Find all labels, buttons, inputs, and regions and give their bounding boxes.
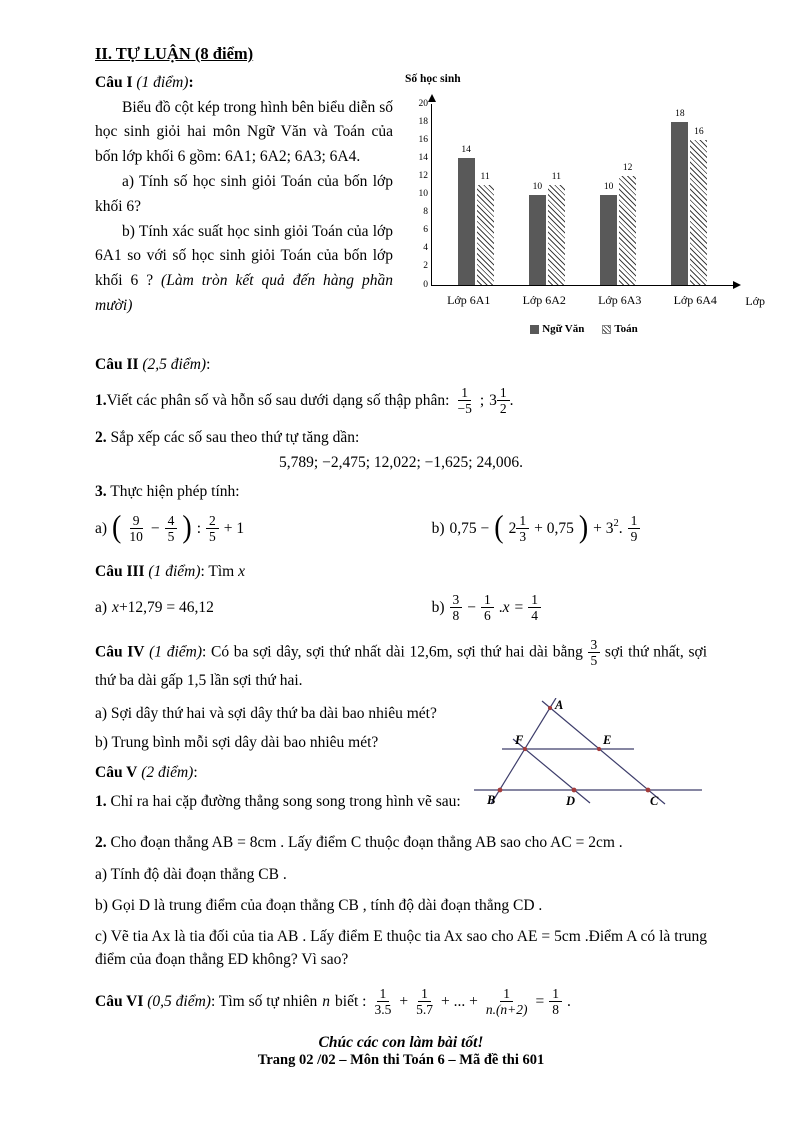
question-1-part-b [95,220,393,319]
fraction [413,986,436,1018]
intro-text-1: : Có ba sợi dây, sợi thứ nhất dài 12,6m, sợi thứ hai dài bằng [202,643,583,661]
equals-sign: = [514,599,524,617]
point-B [498,788,503,793]
point-C [646,788,651,793]
label-D: D [566,794,576,809]
fraction [528,592,541,624]
question-4-section [95,637,707,692]
divide-sign: : [196,519,202,537]
q2-item-3-expressions [95,510,707,545]
question-1-intro: Biểu đồ cột kép trong hình bên biểu diễn số học sinh giỏi hai môn Ngữ Văn và Toán của bốn lớp khối 6 gồm: 6A1; 6A2; 6A3; 6A4. [95,98,393,166]
item-text: Cho đoạn thẳng AB = 8cm . Lấy điểm C thuộc đoạn thẳng AB sao cho AC = 2cm . [110,834,623,852]
mixed-number [509,513,530,545]
power-term [593,517,623,540]
item-text: Chỉ ra hai cặp đường thẳng song song trong hình vẽ sau: [110,792,461,810]
point-E [597,747,601,751]
y-tick-label: 12 [418,170,428,181]
question-5-points: (2 điểm) [141,763,194,781]
fraction-denominator: 6 [484,608,491,624]
part-label: b) [431,519,445,537]
item-text: Sắp xếp các số sau theo thứ tự tăng dần: [110,428,360,446]
dot-sign: . [618,519,623,537]
fraction-denominator: n.(n+2) [485,1002,528,1018]
math-token: + 0,75 [534,519,574,537]
bar-value-label: 11 [551,172,561,183]
fraction-numerator: 1 [481,592,494,609]
bar-group-Lớp 6A2 [529,104,565,285]
fraction-numerator: 1 [528,592,541,609]
geometry-figure [472,698,707,816]
section-title: II. TỰ LUẬN (8 điểm) [95,44,254,63]
fraction-denominator: 3.5 [374,1002,392,1018]
x-axis-arrow-icon [733,281,741,289]
legend-item-Ngữ Văn: Ngữ Văn [530,321,584,338]
bar-value-label: 18 [675,109,685,120]
bar-value-label: 10 [603,181,614,192]
colon: : [188,73,194,91]
mixed-number [489,385,513,417]
q2-item-3b [431,510,707,545]
item-text: Viết các phân số và hỗn số sau dưới dạng số thập phân: [106,392,450,410]
question-3-heading [95,560,707,583]
question-1-text [95,71,393,338]
fraction-numerator: 9 [130,513,143,530]
y-tick-label: 16 [418,134,428,145]
bar-value-label: 14 [461,145,471,156]
bar-Ngữ Văn-Lớp 6A2 [529,181,546,286]
chart-category-row [431,291,765,309]
fraction-denominator: 2 [499,401,507,417]
fraction [549,986,562,1018]
question-3-label: Câu III [95,562,145,580]
colon: : Tìm [200,562,235,580]
fraction [588,637,601,669]
question-1-section [95,71,770,338]
label-E: E [603,733,612,748]
bar-Ngữ Văn-Lớp 6A4 [671,109,688,285]
question-6-section [95,986,707,1018]
fraction-numerator: 1 [418,986,431,1003]
fraction-numerator: 1 [497,385,510,402]
bar-group-Lớp 6A4 [671,104,707,285]
equals-sign: = [535,993,545,1011]
bar-group-Lớp 6A3 [600,104,636,285]
part-label: a) [95,599,108,617]
chart-plot [418,98,733,290]
question-1-points: (1 điểm) [136,73,189,91]
fraction-numerator: 1 [377,986,390,1003]
q5-item-1 [95,790,472,813]
item-number: 2. [95,834,107,852]
question-4-points: (1 điểm) [149,643,203,661]
label-A: A [555,698,564,713]
plus-sign: + [399,993,409,1011]
fraction-denominator: 4 [531,608,539,624]
fraction-denominator: 5 [209,529,216,545]
page-footer: Trang 02 /02 – Môn thi Toán 6 – Mã đề thi 601 [257,1052,545,1069]
fraction-denominator: 9 [630,529,638,545]
close-paren: ) [182,510,192,545]
q2-item-3a [95,510,432,545]
fraction-denominator: −5 [457,401,472,417]
minus-sign: − [150,519,160,537]
y-tick-label: 0 [423,279,428,290]
mixed-whole: 2 [508,519,517,537]
fraction [516,513,529,545]
y-tick-label: 14 [418,152,428,163]
q2-item-1 [95,385,707,417]
point-A [548,706,552,710]
y-tick-label: 18 [418,116,428,127]
category-label: Lớp 6A3 [598,293,642,307]
minus-sign: − [467,599,477,617]
q2-item-2 [95,426,707,449]
chart-legend [401,321,767,338]
ellipsis: + ... + [440,993,478,1011]
bar-Toán-Lớp 6A1 [477,172,494,285]
item-number: 1. [95,792,107,810]
fraction [497,385,510,417]
question-3-points: (1 điểm) [148,562,201,580]
part-b-note: (Làm tròn kết quả đến hàng phần mười) [95,272,394,314]
q2-item-1-text [95,389,449,412]
chart-y-axis-label: Số học sinh [405,72,461,85]
colon: : [193,763,198,781]
fraction-denominator: 5.7 [416,1002,433,1018]
label-F: F [515,733,524,748]
equation [112,596,214,619]
q4-q5-row [95,696,707,823]
fraction-denominator: 8 [452,608,460,624]
exponent: 2 [613,517,619,529]
q3-expressions [95,592,707,624]
question-6-label: Câu VI [95,993,144,1011]
fraction [206,513,219,545]
chart-plot-area [418,90,733,290]
legend-swatch [530,325,539,334]
point-F [523,747,527,751]
chart-x-axis-label: Lớp [745,294,765,308]
bar-Ngữ Văn-Lớp 6A1 [458,145,475,285]
bar-value-label: 11 [480,172,490,183]
period: . [509,392,514,410]
y-tick-label: 4 [423,243,428,254]
fraction [165,513,178,545]
category-label: Lớp 6A4 [673,293,717,307]
question-5-label: Câu V [95,763,138,781]
separator: ; [479,392,485,410]
math-token: + 1 [223,519,245,537]
label-C: C [650,794,659,809]
part-b-text: b) Tính xác suất học sinh giỏi Toán của lớp 6A1 so với số học sinh giỏi Toán của bốn lớp khối 6 ? [95,222,393,290]
math-token: +12,79 = 46,12 [118,599,214,617]
fraction [483,986,531,1018]
question-4-label: Câu IV [95,643,145,661]
y-tick-label: 20 [418,98,428,109]
part-label: b) [431,599,445,617]
q5-item-2-section [95,831,707,971]
dot-sign: . [498,599,503,617]
q4-part-b: b) Trung bình mỗi sợi dây dài bao nhiêu mét? [95,734,379,752]
fraction-denominator: 5 [590,653,598,669]
fraction-denominator: 10 [129,529,143,545]
colon: : [206,355,211,373]
bar-value-label: 12 [622,163,633,174]
bar-group-Lớp 6A1 [458,104,494,285]
label-B: B [487,793,496,808]
q3-part-b [432,592,707,624]
item-number: 3. [95,483,107,501]
fraction-numerator: 1 [549,986,562,1003]
category-label: Lớp 6A2 [522,293,566,307]
bar-Toán-Lớp 6A3 [619,163,636,285]
item-number: 2. [95,428,107,446]
fraction-numerator: 1 [458,385,471,402]
fraction-numerator: 1 [628,513,641,530]
q5-part-c: c) Vẽ tia Ax là tia đối của tia AB . Lấy điểm E thuộc tia Ax sao cho AE = 5cm .Điểm A có là trung điểm của đoạn thẳng ED không? Vì sao? [95,928,707,969]
question-1-label: Câu I [95,73,133,91]
variable-x: x [502,599,510,617]
q5-part-b: b) Gọi D là trung điểm của đoạn thẳng CB , tính độ dài đoạn thẳng CD . [95,896,543,914]
bar-Ngữ Văn-Lớp 6A3 [600,181,617,286]
fraction [481,592,494,624]
q6-text-1: : Tìm số tự nhiên [210,993,318,1011]
q4-q5-left-column [95,696,472,823]
question-2-heading [95,353,707,376]
q5-item-2 [95,831,707,854]
question-2-section [95,353,707,545]
q6-text-2: biết : [335,993,367,1011]
q2-item-3 [95,480,707,503]
fraction [126,513,146,545]
fraction-denominator: 8 [552,1002,560,1018]
fraction [628,513,641,545]
math-token: 0,75 − [449,519,490,537]
question-1-part-a: a) Tính số học sinh giỏi Toán của bốn lớp khối 6? [95,172,393,215]
part-label: a) [95,519,108,537]
q3-part-a [95,596,432,619]
item-number: 1. [95,392,107,410]
bar-value-label: 10 [532,181,543,192]
fraction [450,592,463,624]
question-2-points: (2,5 điểm) [142,355,207,373]
question-5-heading [95,761,472,784]
fraction-numerator: 3 [588,637,601,654]
bar-value-label: 16 [694,127,704,138]
bar-Toán-Lớp 6A2 [548,172,565,285]
y-tick-label: 2 [423,261,428,272]
fraction-numerator: 3 [450,592,463,609]
geometry-figure-container [472,696,707,823]
period: . [567,993,571,1011]
question-4-intro [95,637,707,692]
fraction [371,986,394,1018]
variable-n: n [322,993,331,1011]
y-axis-arrow-icon [428,94,436,102]
question-6-points: (0,5 điểm) [147,993,211,1011]
fraction [454,385,474,417]
fraction-numerator: 4 [165,513,178,530]
fraction-numerator: 1 [516,513,529,530]
fraction-numerator: 2 [206,513,219,530]
x-term [499,596,510,619]
fraction-numerator: 1 [500,986,513,1003]
item-text: Thực hiện phép tính: [110,483,240,501]
fraction-denominator: 3 [519,529,527,545]
y-tick-label: 10 [418,188,428,199]
question-3-section [95,560,707,624]
fraction-denominator: 5 [167,529,175,545]
variable-x: x [112,599,119,617]
q4-part-a: a) Sợi dây thứ hai và sợi dây thứ ba dài bao nhiêu mét? [95,705,437,723]
y-tick-label: 6 [423,224,428,235]
q2-item-2-numbers: 5,789; −2,475; 12,022; −1,625; 24,006. [279,454,523,472]
open-paren: ( [112,510,122,545]
legend-swatch [602,325,611,334]
chart-categories [431,291,733,309]
variable-x: x [238,562,245,580]
category-label: Lớp 6A1 [447,293,491,307]
question-2-label: Câu II [95,355,139,373]
math-token: + 3 [593,519,614,537]
point-D [572,788,577,793]
mixed-whole: 3 [489,392,497,410]
closing-message: Chúc các con làm bài tốt! [318,1033,484,1051]
question-1-heading [95,71,393,96]
close-paren: ) [578,510,589,545]
question-6-heading [95,990,317,1013]
y-tick-label: 8 [423,206,428,217]
legend-item-Toán: Toán [602,321,637,338]
intro-text-2: sợi thứ nhất, sợi thứ ba dài gấp 1,5 lần sợi thứ hai. [95,643,708,689]
q5-part-a: a) Tính độ dài đoạn thẳng CB . [95,865,287,883]
bar-chart [401,71,767,338]
open-paren: ( [494,510,504,545]
bar-Toán-Lớp 6A4 [690,127,707,285]
